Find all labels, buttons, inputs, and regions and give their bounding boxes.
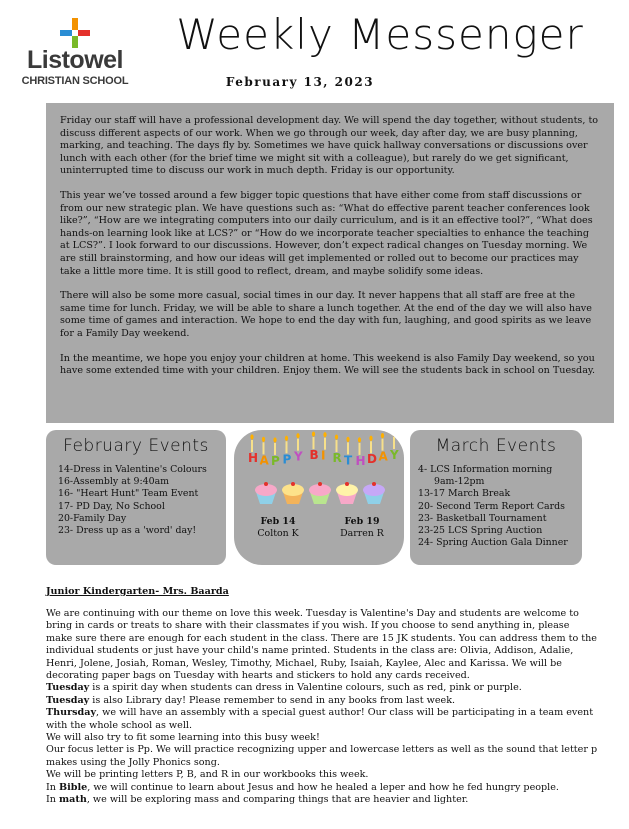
jk-line: Our focus letter is Pp. We will practice recognizing upper and lowercase letters as well as the sound that letter p makes using the Jolly Phonics song. <box>46 744 598 768</box>
banner-letter: B <box>309 448 319 463</box>
newsletter-date: February 13, 2023 <box>225 75 375 89</box>
march-events-list <box>410 464 582 549</box>
flame-icon <box>273 437 276 442</box>
flame-icon <box>296 433 299 438</box>
birthday-date: Feb 14 <box>260 516 296 527</box>
banner-letter: Y <box>294 449 303 464</box>
event-item: 23- Dress up as a 'word' day! <box>58 525 197 537</box>
jk-section-title: Junior Kindergarten- Mrs. Baarda <box>46 586 229 597</box>
banner-letter: A <box>378 449 388 464</box>
event-item: 24- Spring Auction Gala Dinner <box>418 537 568 549</box>
banner-letter: P <box>271 453 280 468</box>
banner-letter: Y <box>390 448 399 463</box>
jk-bold-word: Tuesday <box>46 694 90 706</box>
flame-icon <box>262 437 265 442</box>
logo-name: Listowel <box>26 46 123 74</box>
jk-bold-word: Bible <box>59 781 88 793</box>
jk-bold-word: math <box>59 794 87 806</box>
flame-icon <box>312 431 315 436</box>
jk-paragraph: We are continuing with our theme on love this week. Tuesday is Valentine's Day and students are welcome to bring in cards or treats to share with their classmates if you wish. If you choose to send anything in, please make sure there are enough for each student in the class. There are 15 JK students. You can address them to the individual students or just have your child's name printed. Students in the class are: Olivia, Addison, Adalie, Henri, Jolene, Josiah, Roman, Wesley, Timothy, Michael, Ruby, Isaiah, Kaylee, Alec and Karissa. We will be decorating paper bags on Tuesday with hearts and stickers to hold any cards received. <box>46 608 597 682</box>
message-paragraph: This year we’ve tossed around a few bigger topic questions that have either come from staff discussions or from our new strategic plan. We have questions such as: “What do effective parent teacher conferences look like?”, “How are we integrating computers into our daily curriculum, and is it an effective tool?”, “What does hands-on learning look like at LCS?” or “How do we incorporate teacher specialties to enhance the teaching at LCS?”. I look forward to our discussions. However, don’t expect radical changes on Tuesday morning. We are still brainstorming, and how our ideas will get implemented or rolled out to become our practices may take a little more time. It is still good to reflect, dream, and maybe solidify some ideas. <box>60 189 593 277</box>
jk-line: In math, we will be exploring mass and comparing things that are heavier and lighter. <box>46 794 469 806</box>
jk-line: We will be printing letters P, B, and R in our workbooks this week. <box>46 769 369 781</box>
jk-section-body <box>46 608 598 807</box>
newsletter-title: Weekly Messenger <box>176 10 584 59</box>
message-paragraph: Friday our staff will have a professional development day. We will spend the day together, without students, to discuss different aspects of our work. When we go through our week, day after day, we are busy planning, marking, and teaching. The days fly by. Sometimes we have quick hallway conversations or discussions over lunch with each other (for the brief time we might sit with a colleague), but rarely do we get significant, uninterrupted time to discuss our work in much depth. Friday is our opportunity. <box>60 115 599 177</box>
flame-icon <box>369 436 372 441</box>
flame-icon <box>346 437 349 442</box>
event-item: 23-25 LCS Spring Auction <box>418 525 543 537</box>
birthday-name: Darren R <box>340 528 384 539</box>
flame-icon <box>335 434 338 439</box>
flame-icon <box>250 434 253 439</box>
banner-letter: A <box>259 453 269 468</box>
message-paragraph: There will also be some more casual, social times in our day. It never happens that all staff are free at the same time for lunch. Friday, we will be able to share a lunch together. At the end of the day we will also have some time of games and interaction. We hope to end the day with fun, laughing, and good spirits as we leave for a Family Day weekend. <box>60 290 592 339</box>
jk-line: In Bible, we will continue to learn about Jesus and how he healed a leper and how he fed hungry people. <box>46 781 559 793</box>
event-item: 14-Dress in Valentine's Colours <box>58 464 207 475</box>
school-logo <box>20 18 130 88</box>
event-item: 9am-12pm <box>434 476 485 488</box>
birthday-person <box>248 516 308 540</box>
flame-icon <box>392 431 395 436</box>
march-events-box <box>410 430 582 565</box>
event-item: 4- LCS Information morning <box>418 464 553 475</box>
banner-letter: I <box>321 448 326 463</box>
jk-line: Tuesday is a spirit day when students can dress in Valentine colours, such as red, pink or purple. <box>46 682 522 694</box>
event-item: 20- Second Term Report Cards <box>418 500 565 512</box>
flame-icon <box>358 437 361 442</box>
event-item: 16-Assembly at 9:40am <box>58 476 170 488</box>
banner-letter: H <box>355 453 366 468</box>
february-events-title: February Events <box>63 436 209 456</box>
happy-birthday-banner <box>248 431 399 467</box>
jk-bold-word: Thursday <box>46 707 97 719</box>
jk-line: Thursday, we will have an assembly with a special guest author! Our class will be participating in a team event with the whole school as well. <box>46 707 594 731</box>
birthday-name: Colton K <box>257 528 299 539</box>
event-item: 16- "Heart Hunt" Team Event <box>58 488 199 500</box>
event-item: 23- Basketball Tournament <box>418 512 547 524</box>
banner-letter: R <box>332 451 342 466</box>
february-events-box <box>46 430 226 565</box>
banner-letter: H <box>248 451 259 465</box>
principal-message <box>46 103 614 423</box>
flame-icon <box>381 433 384 438</box>
event-item: 20-Family Day <box>58 512 127 524</box>
event-item: 17- PD Day, No School <box>58 500 165 512</box>
event-item: 13-17 March Break <box>418 488 511 500</box>
birthday-box <box>234 430 404 565</box>
cupcakes-icon <box>255 482 385 504</box>
jk-line: We will also try to fit some learning into this busy week! <box>46 732 320 744</box>
flame-icon <box>323 432 326 437</box>
march-events-title: March Events <box>435 436 557 456</box>
jk-line: Tuesday is also Library day! Please remember to send in any books from last week. <box>46 694 456 706</box>
cross-logo-icon <box>60 18 90 48</box>
banner-letter: T <box>344 453 353 468</box>
banner-letter: P <box>282 452 292 467</box>
jk-bold-word: Tuesday <box>46 682 90 694</box>
birthday-person <box>332 516 392 540</box>
logo-subtitle: CHRISTIAN SCHOOL <box>21 75 129 87</box>
birthday-cupcakes-image <box>234 430 404 565</box>
message-paragraph: In the meantime, we hope you enjoy your children at home. This weekend is also Family Day weekend, so you have some extended time with your children. Enjoy them. We will see the students back in school on Tuesday. <box>60 352 596 377</box>
birthday-date: Feb 19 <box>344 516 380 527</box>
february-events-list <box>46 464 226 537</box>
banner-letter: D <box>367 452 377 467</box>
flame-icon <box>285 436 288 441</box>
